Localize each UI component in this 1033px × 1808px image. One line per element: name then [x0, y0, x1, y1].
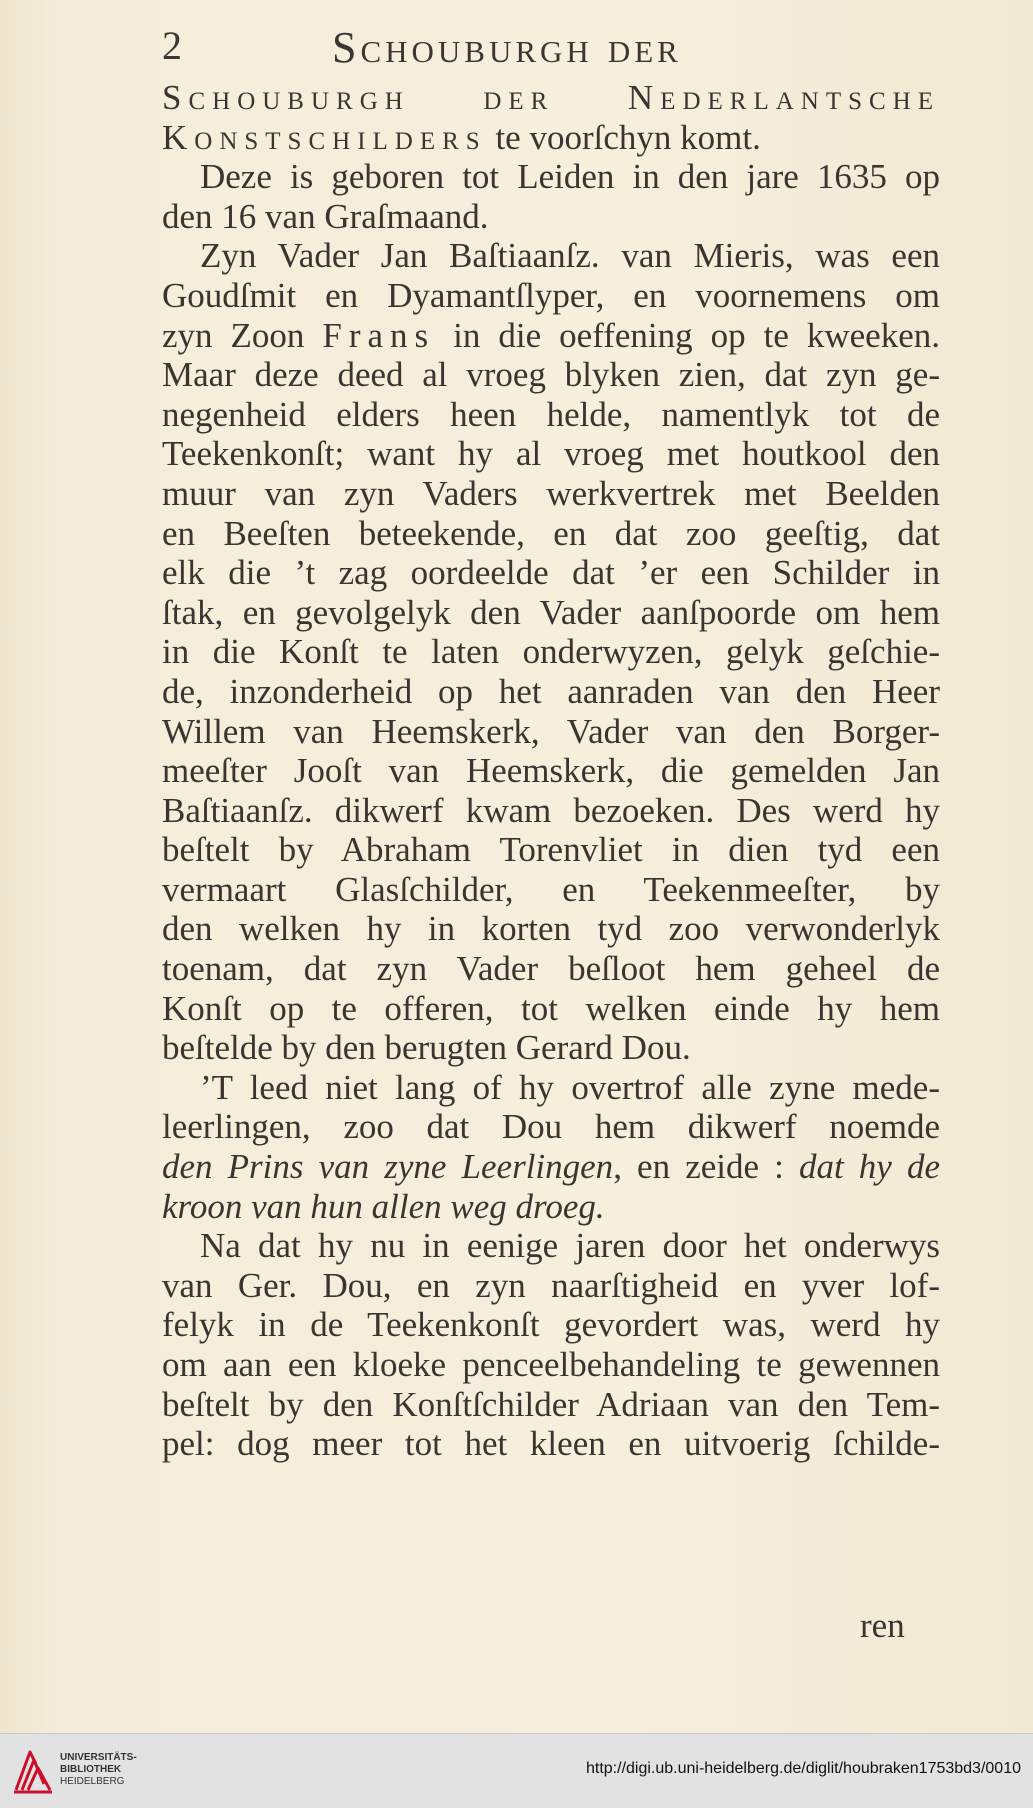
text-line: ’T leed niet lang of hy overtrof alle zyne mede-	[200, 1067, 940, 1107]
text-line: beſtelt by den Konſtſchilder Adriaan van den Tem-	[162, 1384, 940, 1424]
text-line: Na dat hy nu in eenige jaren door het onderwys	[200, 1226, 940, 1266]
catchword: ren	[860, 1606, 905, 1645]
text-line: elk die ’t zag oordeelde dat ’er een Schilder in	[162, 553, 940, 593]
text-line: de, inzonderheid op het aanraden van den Heer	[162, 671, 940, 711]
library-name	[60, 1752, 137, 1788]
text-line: den 16 van Graſmaand.	[162, 196, 489, 236]
text-line: beſtelde by den berugten Gerard Dou.	[162, 1028, 691, 1068]
library-name-line: HEIDELBERG	[60, 1776, 125, 1787]
text-line: toenam, dat zyn Vader beſloot hem geheel de	[162, 949, 940, 989]
text-span: zyn Zoon	[162, 315, 323, 355]
text-span: in die oeffening op te kweeken.	[435, 315, 940, 355]
library-name-line: UNIVERSITÄTS-	[60, 1752, 137, 1763]
text-line: ſtak, en gevolgelyk den Vader aanſpoorde om hem	[162, 592, 940, 632]
text-line: Maar deze deed al vroeg blyken zien, dat zyn ge-	[162, 355, 940, 395]
text-line: Baſtiaanſz. dikwerf kwam bezoeken. Des werd hy	[162, 790, 940, 830]
text-line: Schouburgh der Nederlantsche	[162, 78, 940, 117]
page-header	[162, 20, 802, 72]
text-line: Deze is geboren tot Leiden in den jare 1635 op	[200, 157, 940, 197]
text-span: dat hy de	[798, 1147, 940, 1187]
text-line	[162, 118, 940, 158]
university-library-logo-icon	[10, 1744, 56, 1798]
text-line: pel: dog meer tot het kleen en uitvoerig ſchilde-	[162, 1424, 940, 1464]
text-line: kroon van hun allen weg droeg.	[162, 1186, 605, 1226]
text-line: negenheid elders heen helde, namentlyk tot de	[162, 394, 940, 434]
text-line: muur van zyn Vaders werkvertrek met Beelden	[162, 473, 940, 513]
text-line: in die Konſt te laten onderwyzen, gelyk geſchie-	[162, 632, 940, 672]
text-span: den Prins van zyne Leerlingen	[162, 1147, 614, 1187]
text-line	[162, 1147, 940, 1187]
text-line: Teekenkonſt; want hy al vroeg met houtkool den	[162, 434, 940, 474]
text-line: vermaart Glasſchilder, en Teekenmeeſter, by	[162, 869, 940, 909]
text-line: om aan een kloeke penceelbehandeling te gewennen	[162, 1345, 940, 1384]
running-head: Schouburgh der	[332, 23, 682, 72]
text-line: beſtelt by Abraham Torenvliet in dien tyd een	[162, 830, 940, 870]
text-line: en Beeſten beteekende, en dat zoo geeſtig, dat	[162, 513, 940, 553]
library-name-line: BIBLIOTHEK	[60, 1764, 122, 1775]
text-line: Konſt op te offeren, tot welken einde hy hem	[162, 988, 940, 1028]
text-line: Willem van Heemskerk, Vader van den Borger-	[162, 711, 940, 751]
text-span: Frans	[322, 315, 436, 355]
text-line: Goudſmit en Dyamantſlyper, en voornemens om	[162, 275, 940, 315]
text-span: , en zeide :	[613, 1147, 799, 1187]
page-number: 2	[162, 23, 182, 68]
text-line: Zyn Vader Jan Baſtiaanſz. van Mieris, was een	[200, 236, 940, 276]
text-span: te voorſchyn komt.	[486, 117, 761, 157]
text-line: felyk in de Teekenkonſt gevordert was, werd hy	[162, 1305, 940, 1345]
text-line: van Ger. Dou, en zyn naarſtigheid en yver lof-	[162, 1265, 940, 1305]
text-line: meeſter Jooſt van Heemskerk, die gemelden Jan	[162, 751, 940, 791]
text-span: Konstschilders	[162, 117, 487, 157]
text-line: leerlingen, zoo dat Dou hem dikwerf noemde	[162, 1107, 940, 1147]
permalink-url[interactable]: http://digi.ub.uni-heidelberg.de/diglit/houbraken1753bd3/0010	[585, 1760, 1021, 1777]
text-line: den welken hy in korten tyd zoo verwonderlyk	[162, 909, 940, 949]
text-line	[162, 316, 940, 356]
viewer-footer	[0, 1733, 1033, 1808]
body-text	[162, 78, 940, 1464]
